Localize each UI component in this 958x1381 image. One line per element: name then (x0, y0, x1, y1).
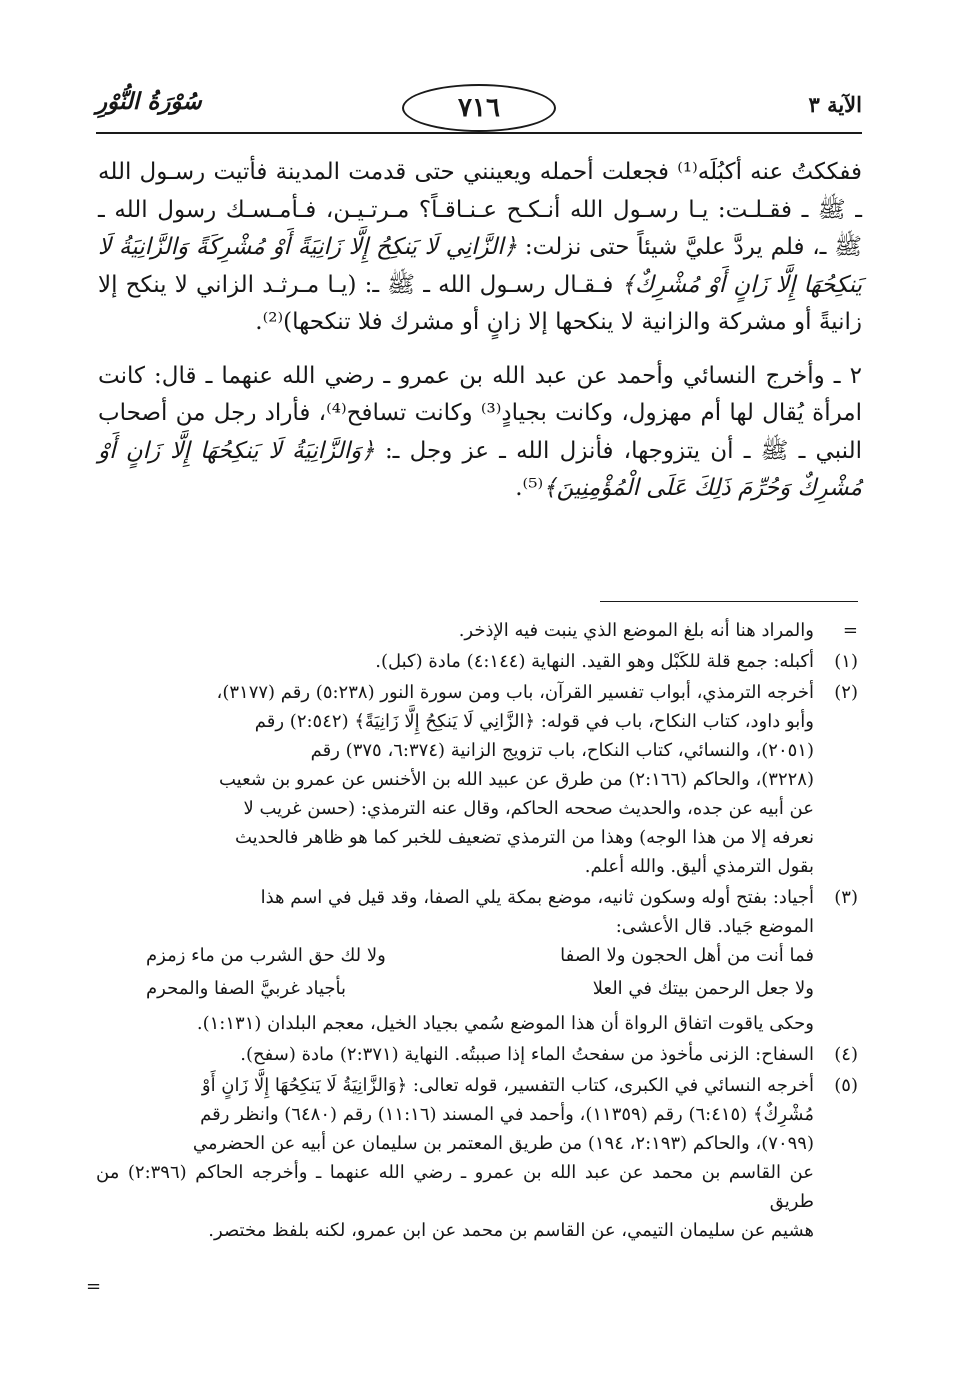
footnote-2 (96, 678, 858, 881)
footnote-line: بقول الترمذي أليق. والله أعلم. (584, 856, 814, 877)
verse-label: الآية ٣ (808, 92, 862, 117)
surah-name: سُوْرَةُ النُّوْرِ (96, 88, 202, 115)
paragraph-1-continuation: فـقـال رسـول الله ـ ﷺ ـ: (يـا مـرثـد الزاني لا ينكح إلا زانيةً أو مشركة والزانية لا ينكحها إلا زانٍ أو مشرك فلا تنكحها)⁽²⁾. (98, 271, 862, 335)
footnote-line: (٧٠٩٩)، والحاكم (٢:١٩٣، ١٩٤) من طريق المعتمر بن سليمان عن أبيه عن الحضرمي (192, 1133, 814, 1154)
poetry-verse-1 (96, 943, 814, 976)
page-number: ٧١٦ (402, 84, 556, 132)
footnote-line: نعرفه إلا من هذا الوجه) وهذا من الترمذي تضعيف للخبر كما هو ظاهر فالحديث (234, 827, 814, 848)
footnote-line: والمراد هنا أنه بلغ الموضع الذي ينبت فيه الإذخر. (458, 620, 814, 641)
footnote-line: وحكى ياقوت اتفاق الرواة أن هذا الموضع سُمي بجياد الخيل، معجم البلدان (١:١٣١). (196, 1013, 814, 1034)
footnote-line: أخرجه الترمذي، أبواب تفسير القرآن، باب ومن سورة النور (٥:٢٣٨) رقم (٣١٧٧)، (216, 682, 814, 703)
footnote-line: أجياد: بفتح أوله وسكون ثانيه، موضع بمكة يلي الصفا، وقد قيل في اسم هذا (260, 887, 814, 908)
footnote-ref-5: ⁽⁵⁾. (515, 475, 544, 501)
paragraph-2 (98, 358, 862, 508)
footnote-line: عن أبيه عن جده، والحديث صححه الحاكم، وقال عنه الترمذي: (حسن غريب لا (243, 798, 814, 819)
first-hemistich: فما أنت من أهل الحجون ولا الصفا (560, 945, 814, 966)
second-hemistich: ولا لك حق الشرب من ماء زمزم (146, 945, 386, 966)
footnote-line: أكبله: جمع قلة للكَبْل وهو القيد. النهاية (٤:١٤٤) مادة (كبل). (375, 651, 814, 672)
continuation-mark: = (86, 1276, 102, 1297)
footnote-line: (٢٠٥١)، والنسائي، كتاب النكاح، باب تزويج الزانية (٦:٣٧٤، ٣٧٥) رقم (310, 740, 814, 761)
footnote-mark: (١) (834, 651, 858, 672)
quran-verse-1: ﴿الزَّانِي لَا يَنكِحُ إِلَّا زَانِيَةً أَوْ مُشْرِكَةً وَالزَّانِيَةُ لَا يَنكِحُهَا إِلَّا زَانٍ أَوْ مُشْرِكٌ﴾ (98, 234, 862, 298)
footnote-line: السفاح: الزنى مأخوذ من سفحتُ الماء إذا صببتُه. النهاية (٢:٣٧١) مادة (سفح). (240, 1044, 814, 1065)
footnote-1 (96, 647, 858, 676)
paragraph-1-text: ففككتُ عنه أكبُلَه⁽¹⁾ فجعلت أحمله ويعينني حتى قدمت المدينة فأتيت رسـول الله ـ ﷺ ـ فقـلـت: يـا رسـول الله أنـكـح عـنـاقـاً؟ مـرتـيـن، فـأمـسـك رسول الله ـ ﷺ ـ، فلم يردَّ عليَّ شيئاً حتى نزلت: (98, 159, 863, 260)
poetry-block (96, 943, 814, 1009)
page-header (96, 84, 862, 134)
footnote-line: الموضع جَياد. قال الأعشى: (615, 916, 814, 937)
footnote-mark: = (842, 620, 858, 641)
paragraph-2-text: ٢ ـ وأخرج النسائي وأحمد عن عبد الله بن عمرو ـ رضي الله عنهما ـ قال: كانت امرأة يُقال لها أم مهزول، وكانت بجيادٍ⁽³⁾ وكانت تسافح⁽⁴⁾، فأراد رجل من أصحاب النبي ـ ﷺ ـ أن يتزوجها، فأنزل الله ـ عز وجل ـ: (98, 362, 862, 464)
footnote-mark: (٤) (834, 1044, 858, 1065)
footnote-divider (600, 601, 858, 602)
footnote-5 (96, 1071, 858, 1245)
footnote-line: وأبو داود، كتاب النكاح، باب في قوله: ﴿الزَّانِي لَا يَنكِحُ إِلَّا زَانِيَةً﴾ (٢:٥٤٢) رقم (254, 711, 814, 732)
header-divider (96, 132, 862, 134)
footnotes (96, 616, 858, 1247)
footnote-line: هشيم عن سليمان التيمي، عن القاسم بن محمد عن ابن عمرو، لكنه بلفظ مختصر. (208, 1220, 814, 1241)
footnote-mark: (٣) (834, 887, 858, 908)
paragraph-1 (98, 154, 862, 342)
second-hemistich: بأجياد غربيَّ الصفا والمحرم (146, 978, 347, 999)
main-text (98, 154, 862, 508)
poetry-verse-2 (96, 976, 814, 1009)
footnote-line: مُشْرِكٌ﴾ (٦:٤١٥) رقم (١١٣٥٩)، وأحمد في المسند (١١:١٦) رقم (٦٤٨٠) وانظر رقم (200, 1104, 814, 1125)
quran-verse-2: ﴿وَالزَّانِيَةُ لَا يَنكِحُهَا إِلَّا زَانٍ أَوْ مُشْرِكٌ وَحُرِّمَ ذَلِكَ عَلَى الْمُؤْمِنِينَ﴾ (98, 437, 862, 501)
footnote-mark: (٥) (834, 1075, 858, 1096)
footnote-line: عن القاسم بن محمد عن عبد الله بن عمرو ـ رضي الله عنهما ـ وأخرجه الحاكم (٢:٣٩٦) من طريق (96, 1162, 814, 1212)
footnote-line: أخرجه النسائي في الكبرى، كتاب التفسير، قوله تعالى: ﴿وَالزَّانِيَةُ لَا يَنكِحُهَا إِلَّا زَانٍ أَوْ (201, 1075, 814, 1096)
footnote-3 (96, 883, 858, 1038)
first-hemistich: ولا جعل الرحمن بيتك في العلا (592, 978, 814, 999)
footnote-4 (96, 1040, 858, 1069)
footnote-line: (٣٢٢٨)، والحاكم (٢:١٦٦) من طرق عن عبيد الله بن الأخنس عن عمرو بن شعيب (219, 769, 814, 790)
footnote-carry (96, 616, 858, 645)
footnote-mark: (٢) (834, 682, 858, 703)
